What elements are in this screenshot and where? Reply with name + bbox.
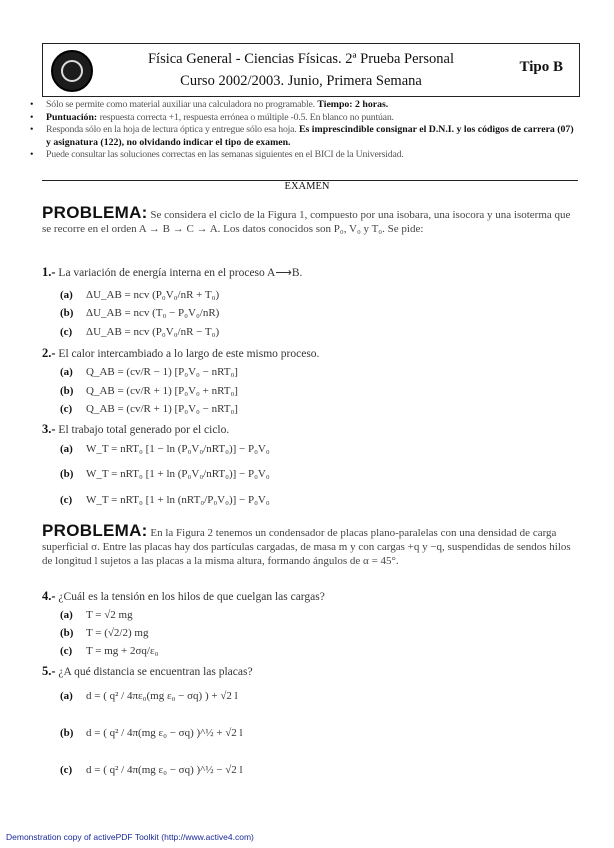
- rule-item: [30, 99, 578, 112]
- question-text: ¿Cuál es la tensión en los hilos de que cuelgan las cargas?: [58, 591, 325, 603]
- option-expr: d = ( q² / 4π(mg ε₀ − σq) )^½ + √2 l: [86, 727, 243, 739]
- option-label: (a): [60, 289, 73, 301]
- question-text: El trabajo total generado por el ciclo.: [58, 424, 230, 436]
- question-2: [42, 346, 319, 361]
- option-label: (b): [60, 385, 74, 397]
- option-expr: ΔU_AB = ncv (P₀V₀/nR − T₀): [86, 326, 220, 338]
- question-5: [42, 664, 253, 679]
- option-5c[interactable]: [60, 764, 243, 776]
- bullet-icon: •: [30, 99, 34, 110]
- header-title-line1: Física General - Ciencias Físicas. 2ª Prueba Personal: [147, 51, 454, 67]
- option-expr: Q_AB = (cv/R + 1) [P₀V₀ + nRT₀]: [86, 385, 238, 397]
- option-1a[interactable]: [60, 289, 219, 301]
- option-label: (c): [60, 326, 73, 338]
- option-2c[interactable]: [60, 403, 238, 415]
- option-expr: T = √2 mg: [86, 609, 133, 621]
- university-seal-icon: [51, 50, 93, 92]
- option-1b[interactable]: [60, 307, 219, 319]
- option-label: (c): [60, 403, 73, 415]
- question-text: La variación de energía interna en el proceso A⟶B.: [58, 267, 303, 279]
- option-label: (b): [60, 727, 74, 739]
- option-expr: W_T = nRT₀ [1 + ln (P₀V₀/nRT₀)] − P₀V₀: [86, 468, 270, 480]
- rule-item: [30, 149, 578, 162]
- header-title: [111, 48, 491, 92]
- rule-bold: Es imprescindible consignar el D.N.I. y los códigos de carrera (07) y asignatura (122), no olvidando indicar el tipo de examen.: [46, 124, 574, 148]
- bullet-icon: •: [30, 111, 34, 123]
- rule-text: Sólo se permite como material auxiliar una calculadora no programable.: [46, 99, 315, 110]
- problem-2-statement: [42, 521, 582, 568]
- option-label: (b): [60, 307, 74, 319]
- option-1c[interactable]: [60, 326, 219, 338]
- question-number: 2.-: [42, 346, 56, 360]
- option-2a[interactable]: [60, 366, 238, 378]
- option-3a[interactable]: [60, 443, 270, 455]
- option-5a[interactable]: [60, 690, 238, 702]
- problem-1-statement: [42, 203, 582, 236]
- option-label: (a): [60, 690, 73, 702]
- question-4: [42, 589, 325, 604]
- option-expr: Q_AB = (cv/R − 1) [P₀V₀ − nRT₀]: [86, 366, 238, 378]
- option-3c[interactable]: [60, 494, 270, 506]
- option-label: (a): [60, 609, 73, 621]
- option-expr: T = mg + 2σq/ε₀: [86, 645, 159, 657]
- problem-text: Se considera el ciclo de la Figura 1, compuesto por una isobara, una isocora y una isoterma que se recorre en el orden A → B → C → A. Los datos conocidos son P₀, V₀ y T₀. Se pide:: [42, 209, 571, 235]
- option-label: (c): [60, 764, 73, 776]
- exam-header: [42, 43, 580, 97]
- exam-rules: [30, 99, 578, 162]
- option-expr: ΔU_AB = ncv (P₀V₀/nR + T₀): [86, 289, 220, 301]
- question-1: [42, 265, 302, 280]
- option-4a[interactable]: [60, 609, 133, 621]
- option-expr: W_T = nRT₀ [1 − ln (P₀V₀/nRT₀)] − P₀V₀: [86, 443, 270, 455]
- option-expr: Q_AB = (cv/R + 1) [P₀V₀ − nRT₀]: [86, 403, 238, 415]
- question-number: 4.-: [42, 589, 56, 603]
- rule-bold-lead: Puntuación:: [46, 111, 98, 123]
- problem-heading: PROBLEMA:: [42, 203, 148, 222]
- option-5b[interactable]: [60, 727, 243, 739]
- question-3: [42, 422, 229, 437]
- rule-item: [30, 112, 578, 125]
- option-label: (a): [60, 443, 73, 455]
- rule-item: [30, 124, 578, 149]
- option-4b[interactable]: [60, 627, 148, 639]
- bullet-icon: •: [30, 124, 34, 135]
- option-4c[interactable]: [60, 645, 158, 657]
- option-label: (a): [60, 366, 73, 378]
- option-label: (b): [60, 468, 74, 480]
- option-expr: d = ( q² / 4πε₀(mg ε₀ − σq) ) + √2 l: [86, 690, 238, 702]
- option-3b[interactable]: [60, 468, 270, 480]
- question-number: 3.-: [42, 422, 56, 436]
- option-expr: T = (√2/2) mg: [86, 627, 149, 639]
- option-expr: d = ( q² / 4π(mg ε₀ − σq) )^½ − √2 l: [86, 764, 243, 776]
- header-title-line2: Curso 2002/2003. Junio, Primera Semana: [180, 73, 422, 89]
- option-label: (b): [60, 627, 74, 639]
- question-text: ¿A qué distancia se encuentran las placas?: [58, 666, 253, 678]
- rule-bold: Tiempo: 2 horas.: [317, 99, 389, 110]
- exam-type: Tipo B: [519, 59, 563, 75]
- option-expr: W_T = nRT₀ [1 + ln (nRT₀/P₀V₀)] − P₀V₀: [86, 494, 270, 506]
- problem-heading: PROBLEMA:: [42, 521, 148, 540]
- question-number: 5.-: [42, 664, 56, 678]
- question-number: 1.-: [42, 265, 56, 279]
- rule-text: Puede consultar las soluciones correctas en las semanas siguientes en el BICI de la Universidad.: [46, 149, 404, 160]
- exam-label: EXAMEN: [284, 181, 330, 192]
- option-label: (c): [60, 494, 73, 506]
- option-expr: ΔU_AB = ncv (T₀ − P₀V₀/nR): [86, 307, 220, 319]
- demo-footer-link[interactable]: Demonstration copy of activePDF Toolkit (http://www.active4.com): [6, 832, 254, 842]
- rule-text: respuesta correcta +1, respuesta errónea o múltiple -0.5. En blanco no puntúan.: [99, 111, 394, 123]
- bullet-icon: •: [30, 149, 34, 160]
- option-2b[interactable]: [60, 385, 238, 397]
- problem-text: En la Figura 2 tenemos un condensador de placas plano-paralelas con una densidad de carga superficial σ. Entre las placas hay dos partículas cargadas, de masa m y con cargas +q y −q, suspendidas de sendos hilos de longitud l sujetos a las placas a la misma altura, formando ángulos de α = 45°.: [42, 527, 571, 567]
- option-label: (c): [60, 645, 73, 657]
- question-text: El calor intercambiado a lo largo de este mismo proceso.: [58, 348, 320, 360]
- rule-text: Responda sólo en la hoja de lectura óptica y entregue sólo esa hoja.: [46, 124, 297, 135]
